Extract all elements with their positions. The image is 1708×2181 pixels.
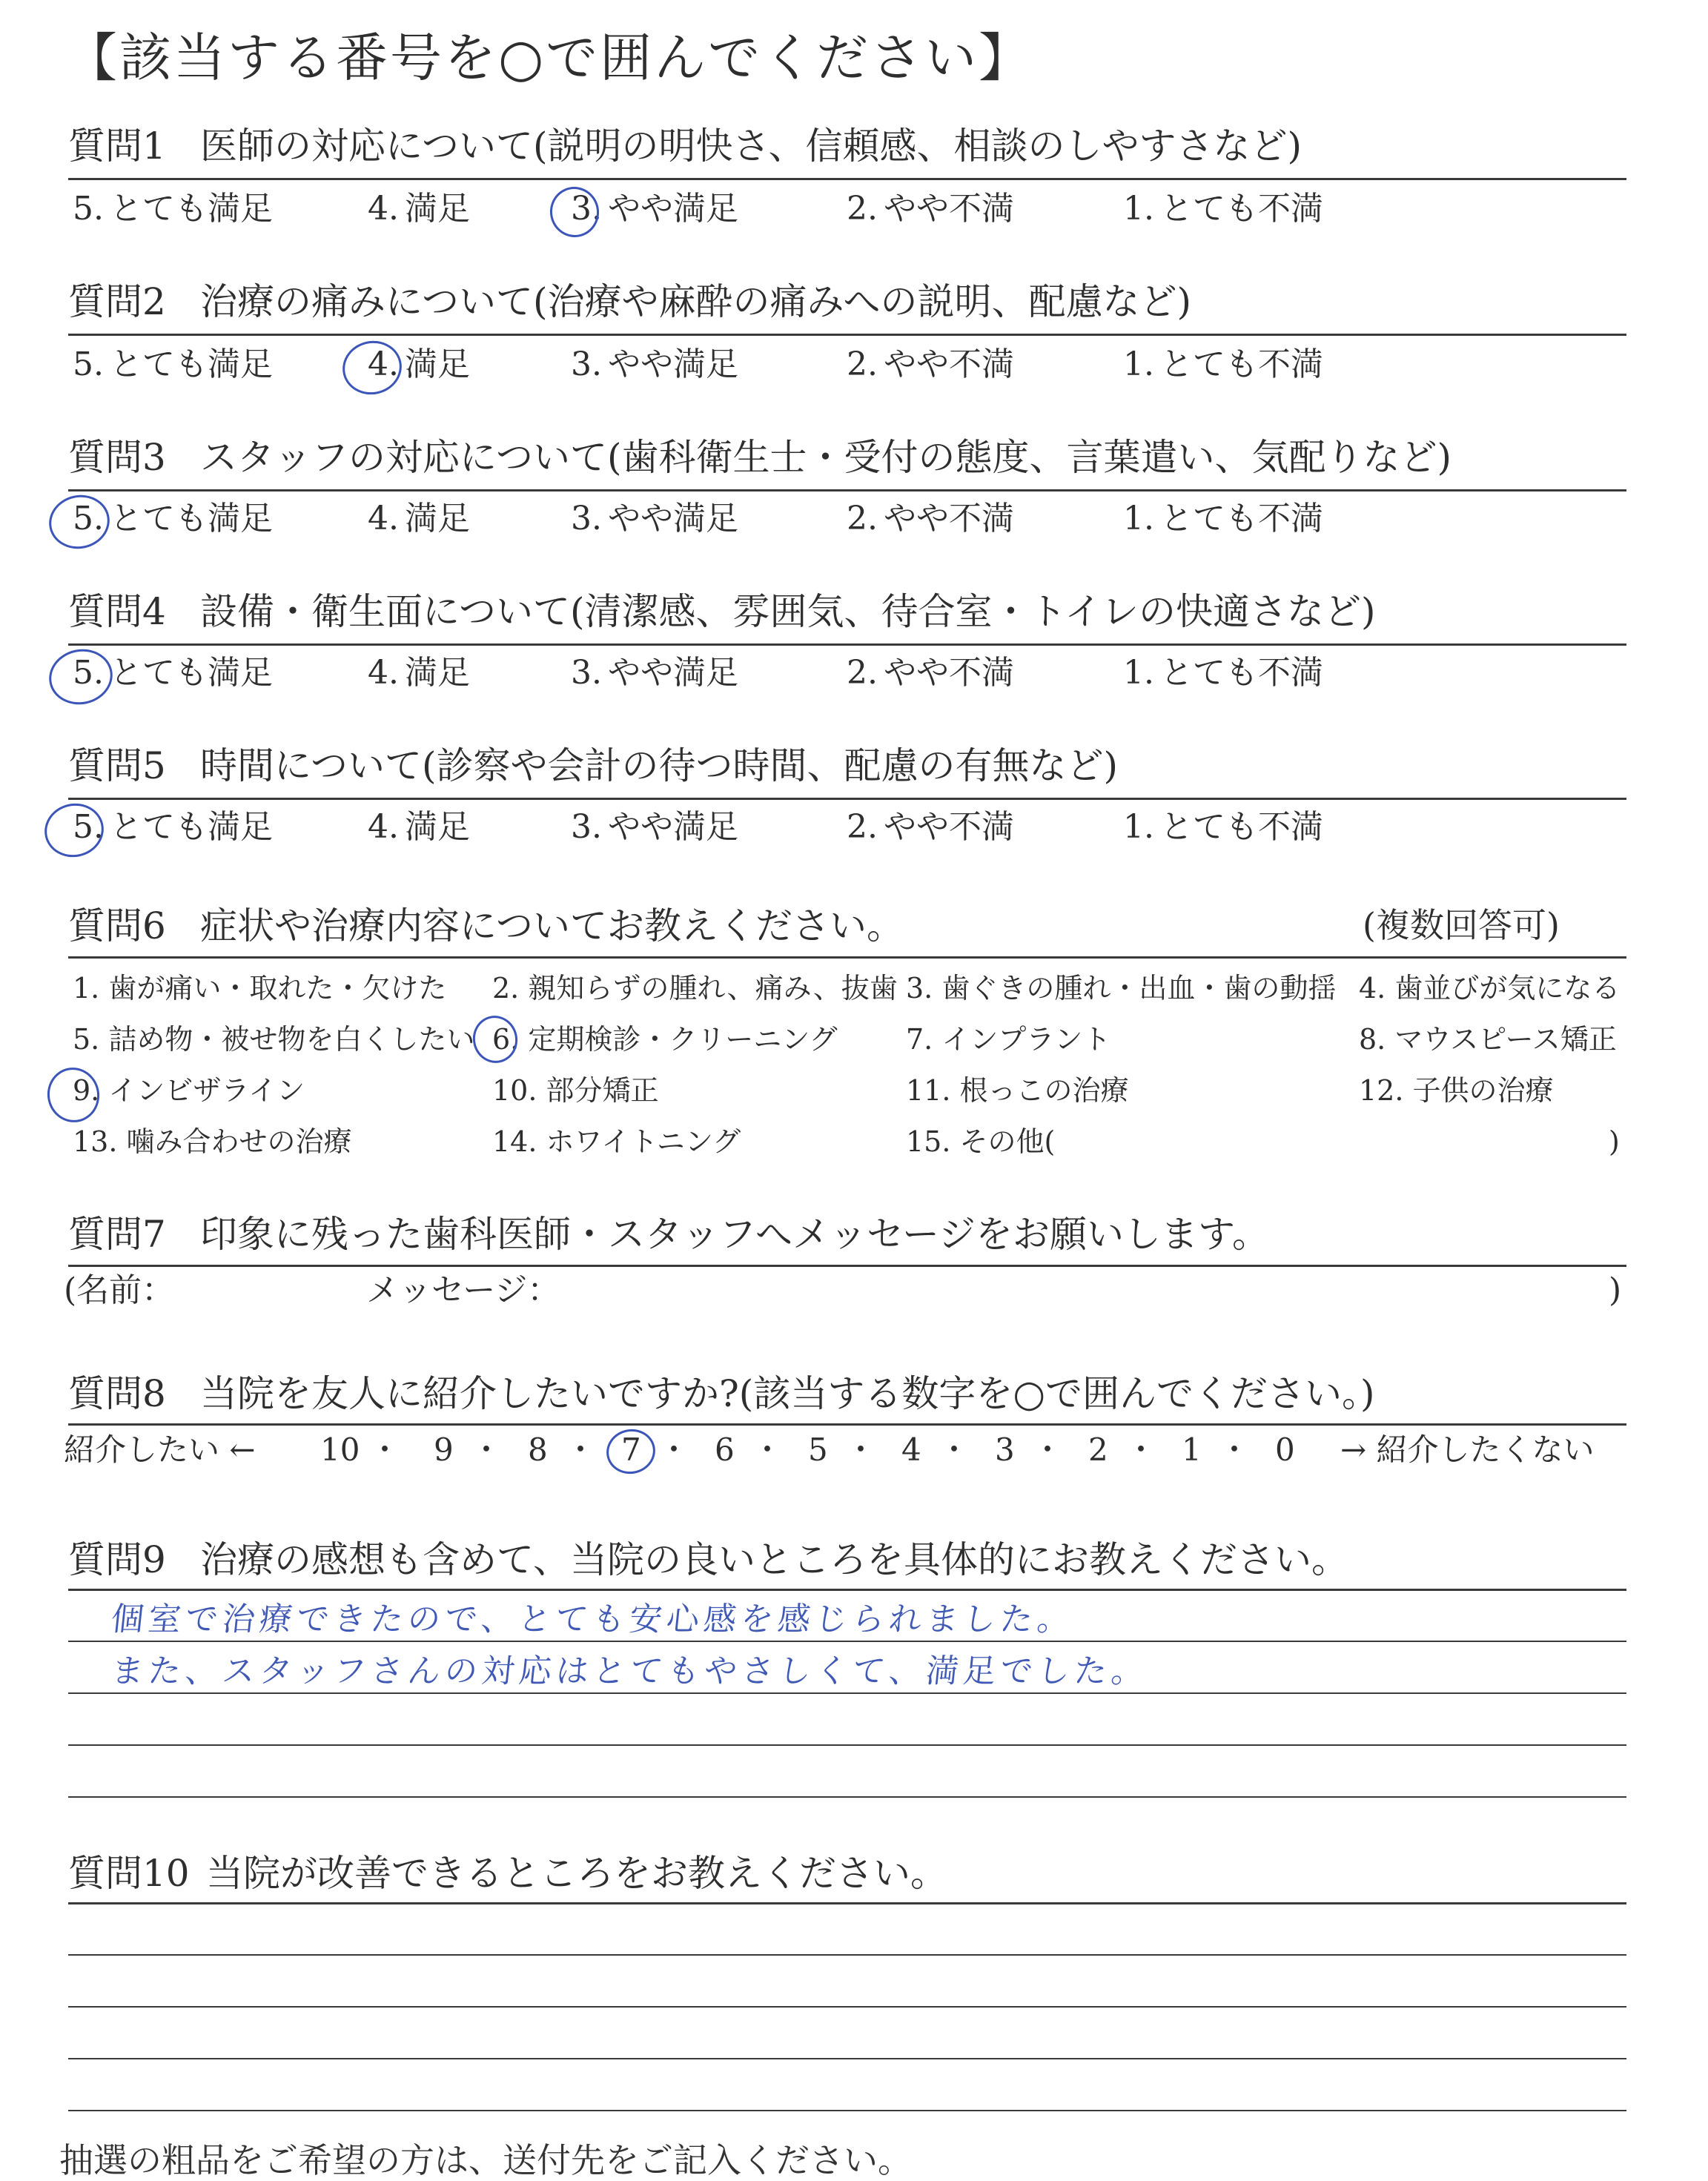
divider xyxy=(68,1902,1626,1904)
q4-option-4[interactable]: 4. 満足 xyxy=(368,654,470,692)
handwritten-answer-line-1: 個室で治療できたので、とても安心感を感じられました。 xyxy=(109,1601,1076,1638)
q2-option-1[interactable]: 1. とても不満 xyxy=(1123,345,1323,383)
answer-line xyxy=(68,2110,1626,2111)
recommend-left-label: 紹介したい ← xyxy=(64,1432,256,1468)
q6-option-2[interactable]: 2. 親知らずの腫れ、痛み、抜歯 xyxy=(492,972,898,1005)
multiple-answer-note: (複数回答可) xyxy=(1363,905,1560,945)
name-label: (名前： xyxy=(64,1271,175,1309)
q6-option-10[interactable]: 10. 部分矯正 xyxy=(492,1074,659,1107)
scale-7[interactable]: 7 xyxy=(621,1432,641,1468)
scale-separator: ・ xyxy=(471,1432,503,1468)
question-8-title: 質問8 当院を友人に紹介したいですか?(該当する数字を○で囲んでください。) xyxy=(68,1372,1375,1415)
divider xyxy=(68,178,1626,180)
divider xyxy=(68,798,1626,800)
divider xyxy=(68,334,1626,336)
scale-separator: ・ xyxy=(658,1432,690,1468)
answer-line xyxy=(68,1692,1626,1694)
q5-option-1[interactable]: 1. とても不満 xyxy=(1123,808,1323,846)
answer-line xyxy=(68,1796,1626,1798)
q3-option-3[interactable]: 3. やや満足 xyxy=(571,500,738,537)
page-title: 【該当する番号を○で囲んでください】 xyxy=(65,27,1033,88)
q4-option-1[interactable]: 1. とても不満 xyxy=(1123,654,1323,692)
scale-10[interactable]: 10 xyxy=(320,1432,360,1468)
q1-option-4[interactable]: 4. 満足 xyxy=(368,190,470,228)
q5-option-4[interactable]: 4. 満足 xyxy=(368,808,470,846)
q1-option-1[interactable]: 1. とても不満 xyxy=(1123,190,1323,228)
q4-option-5[interactable]: 5. とても満足 xyxy=(73,654,273,692)
q5-option-3[interactable]: 3. やや満足 xyxy=(571,808,738,846)
q4-option-3[interactable]: 3. やや満足 xyxy=(571,654,738,692)
answer-line xyxy=(68,2006,1626,2008)
answer-line xyxy=(68,1954,1626,1956)
q6-option-9[interactable]: 9. インビザライン xyxy=(73,1074,305,1107)
selection-circle-mark xyxy=(469,1011,522,1067)
question-6-title: 質問6 症状や治療内容についてお教えください。 xyxy=(68,904,904,947)
divider xyxy=(68,1423,1626,1426)
scale-separator: ・ xyxy=(752,1432,784,1468)
divider xyxy=(68,1589,1626,1591)
scale-separator: ・ xyxy=(1032,1432,1064,1468)
answer-line xyxy=(68,2058,1626,2059)
close-paren: ) xyxy=(1609,1271,1622,1309)
q2-option-4[interactable]: 4. 満足 xyxy=(368,345,470,383)
q2-option-2[interactable]: 2. やや不満 xyxy=(847,345,1014,383)
q6-option-5[interactable]: 5. 詰め物・被せ物を白くしたい xyxy=(73,1023,475,1056)
q6-option-15[interactable]: 15. その他( xyxy=(906,1125,1056,1158)
scale-6[interactable]: 6 xyxy=(715,1432,735,1468)
q4-option-2[interactable]: 2. やや不満 xyxy=(847,654,1014,692)
scale-separator: ・ xyxy=(939,1432,970,1468)
q6-other-close-paren: ) xyxy=(1609,1125,1620,1158)
q3-option-2[interactable]: 2. やや不満 xyxy=(847,500,1014,537)
q3-option-4[interactable]: 4. 満足 xyxy=(368,500,470,537)
scale-2[interactable]: 2 xyxy=(1088,1432,1108,1468)
scale-8[interactable]: 8 xyxy=(528,1432,548,1468)
footer-cut-text: 抽選の粗品をご希望の方は、送付先をご記入ください。 xyxy=(59,2140,912,2180)
q6-option-14[interactable]: 14. ホワイトニング xyxy=(492,1125,741,1158)
question-2-title: 質問2 治療の痛みについて(治療や麻酔の痛みへの説明、配慮など) xyxy=(68,280,1192,323)
q5-option-2[interactable]: 2. やや不満 xyxy=(847,808,1014,846)
q6-option-6[interactable]: 6. 定期検診・クリーニング xyxy=(492,1023,838,1056)
scale-4[interactable]: 4 xyxy=(901,1432,921,1468)
question-3-title: 質問3 スタッフの対応について(歯科衛生士・受付の態度、言葉遣い、気配りなど) xyxy=(68,436,1452,479)
scale-separator: ・ xyxy=(845,1432,877,1468)
q6-option-3[interactable]: 3. 歯ぐきの腫れ・出血・歯の動揺 xyxy=(906,972,1337,1005)
divider xyxy=(68,1265,1626,1267)
scale-separator: ・ xyxy=(1219,1432,1251,1468)
q1-option-5[interactable]: 5. とても満足 xyxy=(73,190,273,228)
q1-option-2[interactable]: 2. やや不満 xyxy=(847,190,1014,228)
q2-option-3[interactable]: 3. やや満足 xyxy=(571,345,738,383)
scale-5[interactable]: 5 xyxy=(808,1432,828,1468)
q6-option-11[interactable]: 11. 根っこの治療 xyxy=(906,1074,1129,1107)
q6-option-7[interactable]: 7. インプラント xyxy=(906,1023,1111,1056)
divider xyxy=(68,956,1626,959)
q6-option-8[interactable]: 8. マウスピース矯正 xyxy=(1359,1023,1617,1056)
question-9-title: 質問9 治療の感想も含めて、当院の良いところを具体的にお教えください。 xyxy=(68,1538,1348,1581)
scale-separator: ・ xyxy=(369,1432,401,1468)
question-5-title: 質問5 時間について(診察や会計の待つ時間、配慮の有無など) xyxy=(68,744,1119,787)
q3-option-1[interactable]: 1. とても不満 xyxy=(1123,500,1323,537)
scale-0[interactable]: 0 xyxy=(1275,1432,1295,1468)
question-10-title: 質問10 当院が改善できるところをお教えください。 xyxy=(68,1852,947,1895)
answer-line xyxy=(68,1744,1626,1746)
q5-option-5[interactable]: 5. とても満足 xyxy=(73,808,273,846)
scale-separator: ・ xyxy=(1125,1432,1157,1468)
scale-3[interactable]: 3 xyxy=(995,1432,1015,1468)
message-label: メッセージ： xyxy=(366,1271,560,1309)
question-7-title: 質問7 印象に残った歯科医師・スタッフへメッセージをお願いします。 xyxy=(68,1213,1269,1256)
handwritten-answer-line-2: また、スタッフさんの対応はとてもやさしくて、満足でした。 xyxy=(109,1652,1151,1690)
question-4-title: 質問4 設備・衛生面について(清潔感、雰囲気、待合室・トイレの快適さなど) xyxy=(68,590,1376,633)
q6-option-4[interactable]: 4. 歯並びが気になる xyxy=(1359,972,1621,1005)
answer-line xyxy=(68,1641,1626,1642)
recommend-right-label: → 紹介したくない xyxy=(1340,1432,1595,1468)
scale-9[interactable]: 9 xyxy=(434,1432,454,1468)
q6-option-12[interactable]: 12. 子供の治療 xyxy=(1359,1074,1554,1107)
scale-separator: ・ xyxy=(565,1432,597,1468)
q1-option-3[interactable]: 3. やや満足 xyxy=(571,190,738,228)
q6-option-13[interactable]: 13. 噛み合わせの治療 xyxy=(73,1125,352,1158)
divider xyxy=(68,489,1626,492)
q2-option-5[interactable]: 5. とても満足 xyxy=(73,345,273,383)
divider xyxy=(68,643,1626,646)
q6-option-1[interactable]: 1. 歯が痛い・取れた・欠けた xyxy=(73,972,447,1005)
scale-1[interactable]: 1 xyxy=(1182,1432,1202,1468)
question-1-title: 質問1 医師の対応について(説明の明快さ、信頼感、相談のしやすさなど) xyxy=(68,125,1302,168)
selection-circle-mark xyxy=(602,1425,659,1478)
q3-option-5[interactable]: 5. とても満足 xyxy=(73,500,273,537)
